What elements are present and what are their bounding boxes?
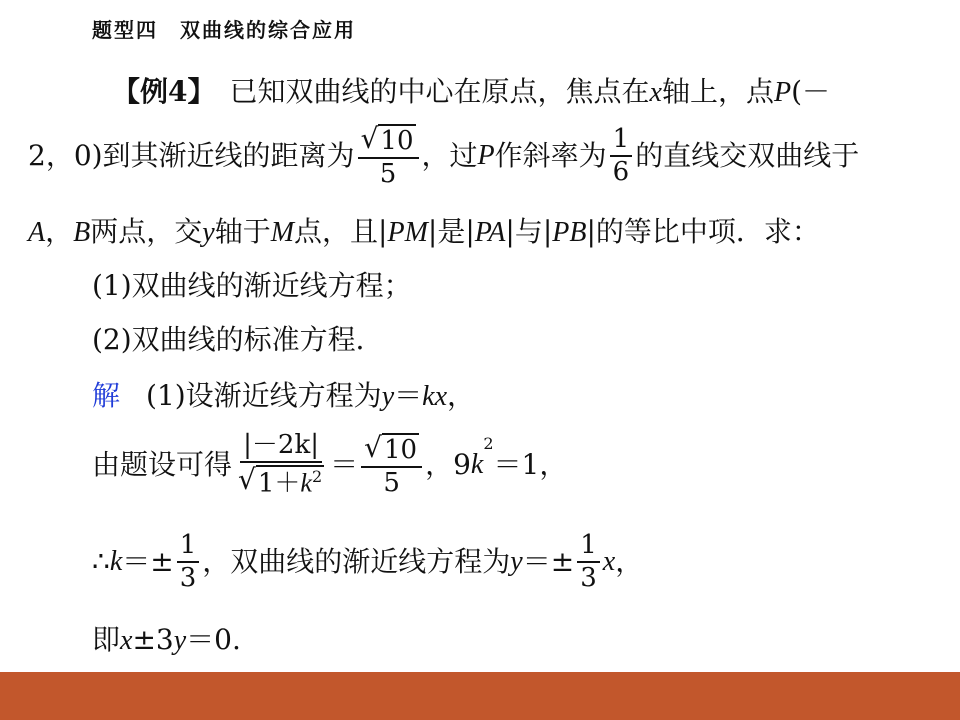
fraction-sqrt10-over-5: √ 10 5 <box>361 433 422 498</box>
text: |与| <box>505 215 553 248</box>
text: ±3 <box>132 623 174 656</box>
text: 1＋ <box>257 468 301 499</box>
var-k: k <box>470 449 484 481</box>
text: 作斜率为 <box>494 139 607 173</box>
fraction-1-over-3 <box>577 532 600 593</box>
example-label: 【例4】 <box>112 75 216 108</box>
var-x: x <box>602 546 616 578</box>
text: ， <box>447 379 476 412</box>
text: 2，0)到其渐近线的距离为 <box>28 139 355 173</box>
var-PM: PM <box>387 217 428 248</box>
var-PA: PA <box>474 217 506 248</box>
text: ，9 <box>425 448 471 482</box>
frac-numerator: |－2k| <box>240 432 322 463</box>
text: 轴上，点 <box>661 75 774 108</box>
exponent: 2 <box>311 467 323 487</box>
frac-numerator: 1 <box>610 126 633 157</box>
var-A: A <box>28 217 46 248</box>
exponent: 2 <box>483 434 494 453</box>
problem-line-1 <box>112 75 830 108</box>
var-y: y <box>173 625 187 656</box>
frac-numerator: 10 <box>384 434 418 465</box>
text: (－ <box>791 75 830 108</box>
text: 轴于 <box>214 215 271 248</box>
var-PB: PB <box>552 217 587 248</box>
text: ＝0. <box>186 623 241 656</box>
problem-line-3 <box>28 215 820 248</box>
frac-numerator: 1 <box>577 532 600 563</box>
text: 由题设可得 <box>92 448 233 482</box>
var-M: M <box>270 217 295 248</box>
section-title: 题型四 双曲线的综合应用 <box>92 18 356 42</box>
frac-denominator: 3 <box>179 563 197 594</box>
solution-line-3 <box>92 532 643 593</box>
var-x: x <box>649 77 662 108</box>
fraction-1-over-3 <box>177 532 200 593</box>
var-kx: kx <box>422 381 447 412</box>
text: ， <box>45 215 74 248</box>
solution-line-4 <box>92 623 241 656</box>
text: (1)设渐近线方程为 <box>146 379 382 412</box>
frac-denominator: 5 <box>383 468 400 499</box>
question-1: (1)双曲线的渐近线方程； <box>92 269 412 302</box>
frac-denominator: √ $1+k^2$ <box>238 463 323 499</box>
text: |是| <box>427 215 475 248</box>
frac-denominator: 5 <box>379 159 397 190</box>
fraction-abs2k-over-sqrt <box>235 432 327 498</box>
text: ＝ <box>394 379 423 412</box>
var-k: k <box>300 468 312 498</box>
text: 的直线交双曲线于 <box>635 139 860 173</box>
frac-numerator: 10 <box>380 126 414 156</box>
fraction-sqrt10-over-5: √ 10 5 <box>358 124 419 189</box>
therefore-symbol: ∴ <box>92 545 110 579</box>
fraction-1-over-6 <box>610 126 633 187</box>
var-P: P <box>477 140 495 172</box>
frac-denominator: 3 <box>580 563 597 594</box>
question-2: (2)双曲线的标准方程． <box>92 323 384 356</box>
solution-label: 解 <box>92 379 121 412</box>
solution-line-2 <box>92 432 567 498</box>
frac-numerator: 1 <box>177 532 200 563</box>
text: ，双曲线的渐近线方程为 <box>202 545 511 579</box>
text: 点，且| <box>294 215 388 248</box>
text: 两点，交 <box>90 215 203 248</box>
text: ， <box>615 545 644 579</box>
frac-denominator: 6 <box>612 157 630 188</box>
text: 已知双曲线的中心在原点，焦点在 <box>229 75 650 108</box>
var-y: y <box>202 217 215 248</box>
var-y: y <box>510 546 523 578</box>
var-x: x <box>120 625 133 656</box>
text: ＝± <box>522 545 575 579</box>
text: ＝1， <box>493 448 568 482</box>
var-B: B <box>73 217 91 248</box>
solution-line-1 <box>92 379 476 412</box>
var-P: P <box>773 77 792 108</box>
text: ＝ <box>330 448 359 482</box>
var-k: k <box>109 546 123 578</box>
text: |的等比中项．求： <box>586 215 820 248</box>
text: ，过 <box>421 139 478 173</box>
problem-line-2 <box>28 124 859 189</box>
text: ＝± <box>122 545 174 579</box>
footer-bar <box>0 672 960 720</box>
text: 即 <box>92 623 121 656</box>
var-y: y <box>381 381 395 412</box>
